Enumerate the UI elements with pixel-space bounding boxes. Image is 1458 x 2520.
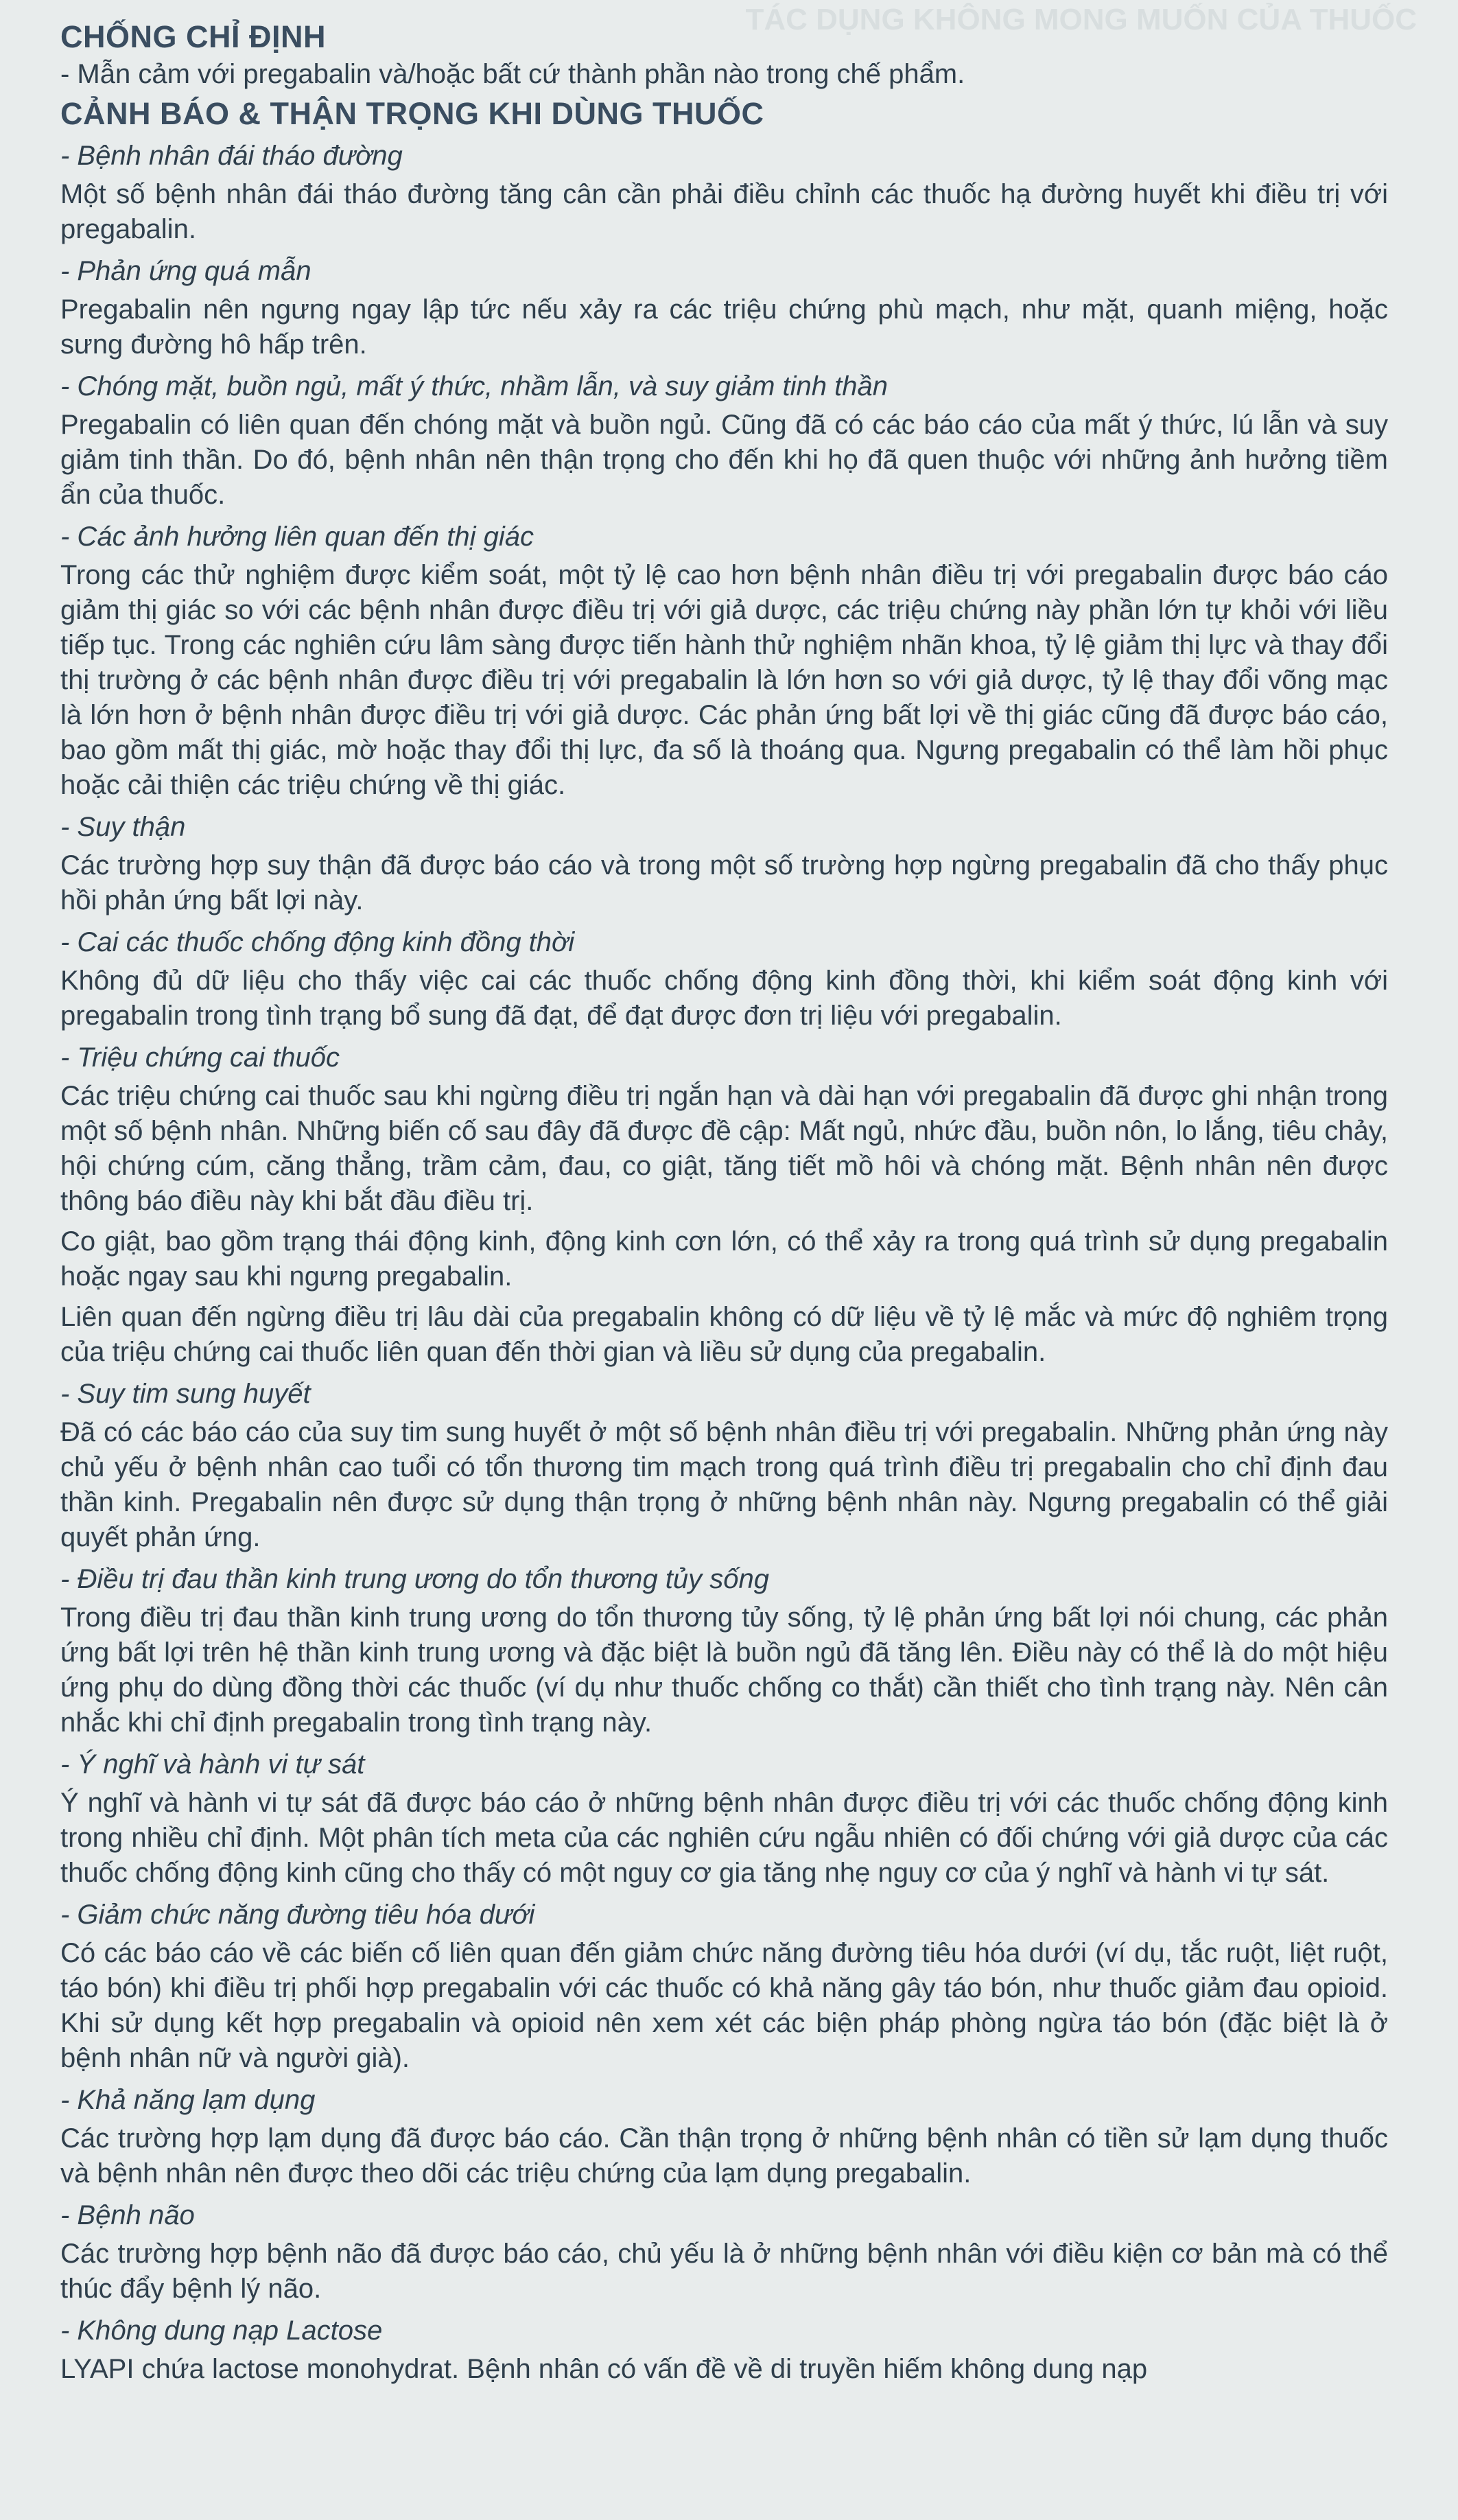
warning-heading: - Triệu chứng cai thuốc bbox=[60, 1042, 340, 1073]
warnings-list bbox=[60, 137, 1388, 2387]
warning-item bbox=[60, 2197, 1388, 2307]
warning-paragraph: Có các báo cáo về các biến cố liên quan đến giảm chức năng đường tiêu hóa dưới (ví dụ, tắc ruột, liệt ruột, táo bón) khi điều trị phối hợp pregabalin với các thuốc có khả năng gây táo bón, như thuốc giảm đau opioid. Khi sử dụng kết hợp pregabalin và opioid nên xem xét các biện pháp phòng ngừa táo bón (đặc biệt là ở bệnh nhân nữ và người già). bbox=[60, 1938, 1388, 2073]
warning-paragraph: Một số bệnh nhân đái tháo đường tăng cân cần phải điều chỉnh các thuốc hạ đường huyết khi điều trị với pregabalin. bbox=[60, 179, 1388, 244]
warning-item bbox=[60, 924, 1388, 1034]
warning-heading: - Không dung nạp Lactose bbox=[60, 2315, 383, 2346]
warning-heading: - Chóng mặt, buồn ngủ, mất ý thức, nhầm lẫn, và suy giảm tinh thần bbox=[60, 371, 888, 401]
warning-paragraph: Các triệu chứng cai thuốc sau khi ngừng điều trị ngắn hạn và dài hạn với pregabalin đã được ghi nhận trong một số bệnh nhân. Những biến cố sau đây đã được đề cập: Mất ngủ, nhức đầu, buồn nôn, lo lắng, tiêu chảy, hội chứng cúm, căng thẳng, trầm cảm, đau, co giật, tăng tiết mồ hôi và chóng mặt. Bệnh nhân nên được thông báo điều này khi bắt đầu điều trị. bbox=[60, 1081, 1388, 1216]
warning-paragraph: Pregabalin nên ngưng ngay lập tức nếu xảy ra các triệu chứng phù mạch, như mặt, quanh miệng, hoặc sưng đường hô hấp trên. bbox=[60, 294, 1388, 360]
warning-heading: - Suy tim sung huyết bbox=[60, 1379, 311, 1409]
bleed-through-heading: TÁC DỤNG KHÔNG MONG MUỐN CỦA THUỐC bbox=[745, 3, 1417, 36]
warning-heading: - Bệnh nhân đái tháo đường bbox=[60, 141, 403, 171]
warning-paragraph: Trong các thử nghiệm được kiểm soát, một tỷ lệ cao hơn bệnh nhân điều trị với pregabalin được báo cáo giảm thị giác so với các bệnh nhân được điều trị với giả dược, các triệu chứng này phần lớn tự khỏi với liều tiếp tục. Trong các nghiên cứu lâm sàng được tiến hành thử nghiệm nhãn khoa, tỷ lệ giảm thị lực và thay đổi thị trường ở các bệnh nhân được điều trị với pregabalin là lớn hơn so với giả dược, tỷ lệ thay đổi võng mạc là lớn hơn ở bệnh nhân được điều trị với giả dược. Các phản ứng bất lợi về thị giác cũng đã được báo cáo, bao gồm mất thị giác, mờ hoặc thay đổi thị lực, đa số là thoáng qua. Ngưng pregabalin có thể làm hồi phục hoặc cải thiện các triệu chứng về thị giác. bbox=[60, 560, 1388, 800]
warning-heading: - Ý nghĩ và hành vi tự sát bbox=[60, 1749, 365, 1780]
warning-paragraph: Pregabalin có liên quan đến chóng mặt và buồn ngủ. Cũng đã có các báo cáo của mất ý thức, lú lẫn và suy giảm tinh thần. Do đó, bệnh nhân nên thận trọng cho đến khi họ đã quen thuộc với những ảnh hưởng tiềm ẩn của thuốc. bbox=[60, 410, 1388, 510]
warning-paragraph: Co giật, bao gồm trạng thái động kinh, động kinh cơn lớn, có thể xảy ra trong quá trình sử dụng pregabalin hoặc ngay sau khi ngưng pregabalin. bbox=[60, 1226, 1388, 1292]
warning-item bbox=[60, 808, 1388, 918]
warning-paragraph: Ý nghĩ và hành vi tự sát đã được báo cáo ở những bệnh nhân được điều trị với các thuốc chống động kinh trong nhiều chỉ định. Một phân tích meta của các nghiên cứu ngẫu nhiên có đối chứng với giả dược của các thuốc chống động kinh cũng cho thấy có một nguy cơ gia tăng nhẹ nguy cơ của ý nghĩ và hành vi tự sát. bbox=[60, 1788, 1388, 1888]
warning-item bbox=[60, 1561, 1388, 1740]
warning-paragraph: Liên quan đến ngừng điều trị lâu dài của pregabalin không có dữ liệu về tỷ lệ mắc và mức độ nghiêm trọng của triệu chứng cai thuốc liên quan đến thời gian và liều sử dụng của pregabalin. bbox=[60, 1302, 1388, 1367]
warning-heading: - Phản ứng quá mẫn bbox=[60, 256, 311, 286]
warning-item bbox=[60, 137, 1388, 247]
warning-heading: - Các ảnh hưởng liên quan đến thị giác bbox=[60, 522, 534, 552]
leaflet-page bbox=[60, 18, 1388, 2392]
warning-item bbox=[60, 518, 1388, 803]
warning-heading: - Điều trị đau thần kinh trung ương do tổn thương tủy sống bbox=[60, 1564, 770, 1594]
warning-paragraph: Trong điều trị đau thần kinh trung ương do tổn thương tủy sống, tỷ lệ phản ứng bất lợi nói chung, các phản ứng bất lợi trên hệ thần kinh trung ương và đặc biệt là buồn ngủ đã tăng lên. Điều này có thể là do một hiệu ứng phụ do dùng đồng thời các thuốc (ví dụ như thuốc chống co thắt) cần thiết cho tình trạng này. Nên cân nhắc khi chỉ định pregabalin trong tình trạng này. bbox=[60, 1602, 1388, 1738]
warning-heading: - Khả năng lạm dụng bbox=[60, 2085, 316, 2115]
warning-item bbox=[60, 2312, 1388, 2387]
warning-paragraph: Các trường hợp lạm dụng đã được báo cáo. Cần thận trọng ở những bệnh nhân có tiền sử lạm dụng thuốc và bệnh nhân nên được theo dõi các triệu chứng của lạm dụng pregabalin. bbox=[60, 2123, 1388, 2189]
warning-item bbox=[60, 253, 1388, 362]
warning-item bbox=[60, 368, 1388, 513]
warning-heading: - Bệnh não bbox=[60, 2200, 195, 2230]
warning-heading: - Suy thận bbox=[60, 812, 186, 842]
warning-item bbox=[60, 1375, 1388, 1555]
warning-item bbox=[60, 1039, 1388, 1370]
warning-heading: - Cai các thuốc chống động kinh đồng thời bbox=[60, 927, 575, 957]
warning-paragraph: LYAPI chứa lactose monohydrat. Bệnh nhân có vấn đề về di truyền hiếm không dung nạp bbox=[60, 2354, 1148, 2384]
warning-item bbox=[60, 1896, 1388, 2076]
warning-heading: - Giảm chức năng đường tiêu hóa dưới bbox=[60, 1900, 535, 1930]
warning-paragraph: Các trường hợp suy thận đã được báo cáo và trong một số trường hợp ngừng pregabalin đã cho thấy phục hồi phản ứng bất lợi này. bbox=[60, 850, 1388, 915]
contraindications-text: - Mẫn cảm với pregabalin và/hoặc bất cứ thành phần nào trong chế phẩm. bbox=[60, 59, 965, 89]
contraindications-title: CHỐNG CHỈ ĐỊNH bbox=[60, 19, 326, 54]
warnings-title: CẢNH BÁO & THẬN TRỌNG KHI DÙNG THUỐC bbox=[60, 96, 764, 131]
warning-item bbox=[60, 2081, 1388, 2191]
warning-paragraph: Đã có các báo cáo của suy tim sung huyết ở một số bệnh nhân điều trị với pregabalin. Những phản ứng này chủ yếu ở bệnh nhân cao tuổi có tổn thương tim mạch trong quá trình điều trị pregabalin cho chỉ định đau thần kinh. Pregabalin nên được sử dụng thận trọng ở những bệnh nhân này. Ngưng pregabalin có thể giải quyết phản ứng. bbox=[60, 1417, 1388, 1552]
warning-paragraph: Không đủ dữ liệu cho thấy việc cai các thuốc chống động kinh đồng thời, khi kiểm soát động kinh với pregabalin trong tình trạng bổ sung đã đạt, để đạt được đơn trị liệu với pregabalin. bbox=[60, 966, 1388, 1031]
warning-paragraph: Các trường hợp bệnh não đã được báo cáo, chủ yếu là ở những bệnh nhân với điều kiện cơ bản mà có thể thúc đẩy bệnh lý não. bbox=[60, 2239, 1388, 2304]
warning-item bbox=[60, 1746, 1388, 1891]
